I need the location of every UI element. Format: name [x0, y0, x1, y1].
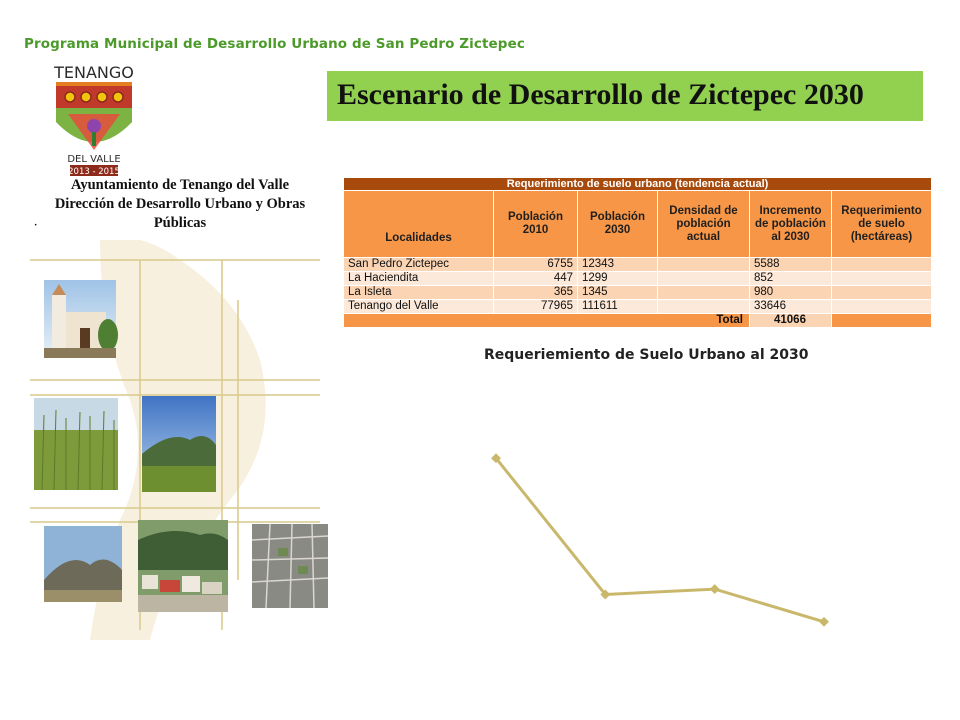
cell-p2010: 447 — [494, 272, 578, 286]
header-densidad: Densidad de población actual — [658, 191, 750, 258]
cell-densidad — [658, 300, 750, 314]
cell-requerimiento — [832, 272, 932, 286]
cell-localidad: Tenango del Valle — [344, 300, 494, 314]
logo-years: 2013 - 2015 — [68, 167, 120, 177]
cell-p2030: 1299 — [578, 272, 658, 286]
series-line — [496, 458, 824, 622]
org-line-2: Dirección de Desarrollo Urbano y Obras — [54, 196, 306, 212]
header-poblacion-2030: Población 2030 — [578, 191, 658, 258]
cell-incremento: 852 — [750, 272, 832, 286]
program-title: Programa Municipal de Desarrollo Urbano de San Pedro Zictepec — [24, 36, 525, 52]
cornfield-photo — [34, 398, 118, 490]
town-photo — [138, 520, 228, 612]
cell-incremento: 5588 — [750, 258, 832, 272]
data-point — [710, 584, 720, 594]
header-poblacion-2010: Población 2010 — [494, 191, 578, 258]
cell-localidad: La Haciendita — [344, 272, 494, 286]
cell-p2030: 12343 — [578, 258, 658, 272]
table-caption: Requerimiento de suelo urbano (tendencia actual) — [344, 178, 932, 191]
cell-p2030: 1345 — [578, 286, 658, 300]
photo-collage — [30, 240, 350, 640]
cell-densidad — [658, 286, 750, 300]
cell-p2010: 6755 — [494, 258, 578, 272]
table-total-row — [344, 314, 932, 328]
header-localidades: Localidades — [344, 191, 494, 258]
header-requerimiento: Requerimiento de suelo (hectáreas) — [832, 191, 932, 258]
cell-requerimiento — [832, 300, 932, 314]
logo-subtitle: DEL VALLE — [67, 154, 121, 165]
header-incremento: Incremento de población al 2030 — [750, 191, 832, 258]
cell-p2010: 77965 — [494, 300, 578, 314]
table-row — [344, 300, 932, 314]
org-line-3: Públicas — [153, 215, 207, 231]
land-requirement-chart — [470, 440, 850, 640]
cell-incremento: 980 — [750, 286, 832, 300]
cell-requerimiento — [832, 258, 932, 272]
church-photo — [44, 280, 118, 358]
mountains-photo — [44, 526, 122, 602]
cell-p2010: 365 — [494, 286, 578, 300]
cell-localidad: La Isleta — [344, 286, 494, 300]
total-empty — [832, 314, 932, 328]
data-point — [819, 617, 829, 627]
cell-localidad: San Pedro Zictepec — [344, 258, 494, 272]
table-row — [344, 286, 932, 300]
table-row — [344, 272, 932, 286]
org-line-1: Ayuntamiento de Tenango del Valle — [70, 177, 290, 193]
logo-name: TENANGO — [54, 63, 134, 82]
total-value: 41066 — [750, 314, 832, 328]
valley-photo — [142, 396, 216, 492]
banner-title: Escenario de Desarrollo de Zictepec 2030 — [337, 78, 864, 111]
cell-requerimiento — [832, 286, 932, 300]
scenario-banner — [327, 71, 923, 121]
aerial-photo — [252, 524, 328, 608]
table-row — [344, 258, 932, 272]
cell-densidad — [658, 272, 750, 286]
cell-densidad — [658, 258, 750, 272]
org-bullet: · — [34, 220, 38, 231]
total-label: Total — [344, 314, 750, 328]
tenango-logo — [48, 62, 140, 178]
cell-p2030: 111611 — [578, 300, 658, 314]
land-requirement-table — [343, 177, 932, 328]
cell-incremento: 33646 — [750, 300, 832, 314]
organization-name — [0, 176, 360, 233]
chart-title: Requeriemiento de Suelo Urbano al 2030 — [484, 347, 809, 363]
